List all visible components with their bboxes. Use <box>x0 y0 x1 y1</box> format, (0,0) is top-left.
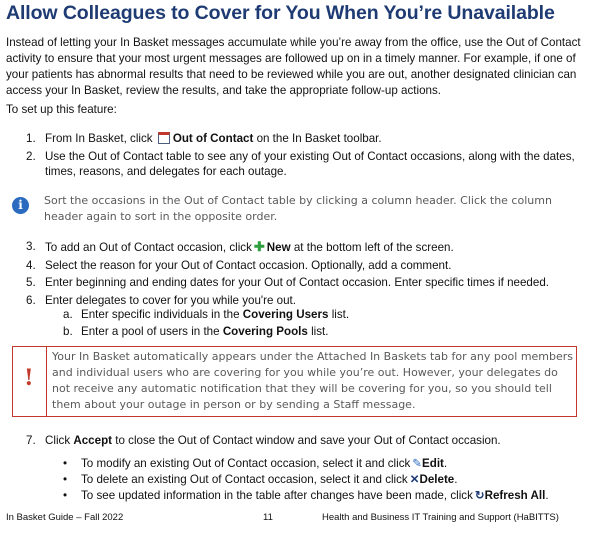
bullet-icon: • <box>63 489 68 502</box>
refresh-icon: ↻ <box>474 489 485 502</box>
covering-pools-label: Covering Pools <box>222 325 308 338</box>
substep-letter: b. <box>63 325 73 338</box>
delete-label: Delete <box>419 473 455 486</box>
footer-page-number: 11 <box>263 512 273 523</box>
delete-x-icon: ✕ <box>409 473 420 486</box>
bullet-icon: • <box>63 457 68 470</box>
steps-list-1 <box>0 131 589 182</box>
refresh-all-label: Refresh All <box>484 489 546 502</box>
accept-label: Accept <box>73 434 113 447</box>
bullets-list <box>0 456 589 504</box>
steps-list-2 <box>0 239 589 310</box>
info-icon: i <box>12 197 29 214</box>
step-number: 4. <box>26 258 36 272</box>
list-item: 2. Use the Out of Contact table to see any of your existing Out of Contact occasions, along with the dates, times, reasons, and delegates for each outage. <box>26 149 575 178</box>
list-item: 7. Click Accept to close the Out of Contact window and save your Out of Contact occasion. <box>26 434 501 447</box>
list-item: a. Enter specific individuals in the Covering Users list. <box>63 308 350 321</box>
list-item: 3. To add an Out of Contact occasion, click ✚ New at the bottom left of the screen. <box>26 239 454 254</box>
out-of-contact-label: Out of Contact <box>172 132 254 145</box>
warning-divider <box>46 347 47 416</box>
step-number: 5. <box>26 276 36 289</box>
exclamation-icon: ! <box>24 365 34 391</box>
footer-department: Health and Business IT Training and Support (HaBITTS) <box>322 512 559 523</box>
list-item: 6. Enter delegates to cover for you while you're out. <box>26 293 296 307</box>
edit-label: Edit <box>422 457 444 470</box>
setup-label: To set up this feature: <box>6 103 117 116</box>
substeps-list <box>0 307 589 341</box>
pencil-icon: ✎ <box>412 457 423 470</box>
list-item: • To delete an existing Out of Contact occasion, select it and click ✕Delete. <box>63 473 458 486</box>
list-item: 4. Select the reason for your Out of Contact occasion. Optionally, add a comment. <box>26 258 452 272</box>
covering-users-label: Covering Users <box>242 308 329 321</box>
out-of-contact-icon <box>158 132 170 144</box>
step-number: 2. <box>26 149 36 163</box>
step-number: 3. <box>26 240 36 253</box>
list-item: • To modify an existing Out of Contact occasion, select it and click ✎Edit. <box>63 457 448 470</box>
list-item: 5. Enter beginning and ending dates for your Out of Contact occasion. Enter specific times if needed. <box>26 276 549 289</box>
step-number: 7. <box>26 434 36 447</box>
list-item: • To see updated information in the table after changes have been made, click ↻Refresh All. <box>63 489 549 502</box>
footer-guide-name: In Basket Guide – Fall 2022 <box>6 512 124 523</box>
list-item: b. Enter a pool of users in the Covering Pools list. <box>63 325 329 338</box>
tip-text: Sort the occasions in the Out of Contact table by clicking a column header. Click the column header again to sort in the opposite order. <box>44 194 552 223</box>
new-label: New <box>266 241 291 254</box>
warning-text: Your In Basket automatically appears under the Attached In Baskets tab for any pool members and individual users who are covering for you while you’re out. However, your delegates do not receive any automatic notification that they will be covering for you, so you should tell them about your outage in person or by sending a Staff message. <box>52 350 574 411</box>
warning-callout <box>12 346 577 417</box>
page-title: Allow Colleagues to Cover for You When You’re Unavailable <box>6 2 555 24</box>
substep-letter: a. <box>63 308 73 321</box>
plus-icon: ✚ <box>253 239 265 254</box>
steps-list-3 <box>0 433 589 451</box>
list-item: 1. From In Basket, click Out of Contact on the In Basket toolbar. <box>26 132 382 145</box>
intro-paragraph: Instead of letting your In Basket messages accumulate while you’re away from the office, use the Out of Contact activity to ensure that your most urgent messages are followed up on in a timely manner. For example, if one of your patients has abnormal results that need to be reviewed while you are out, another designated clinician can access your In Basket, review the results, and take the appropriate follow-up actions. <box>6 36 581 97</box>
step-number: 1. <box>26 132 36 145</box>
bullet-icon: • <box>63 473 68 486</box>
step-number: 6. <box>26 293 36 307</box>
